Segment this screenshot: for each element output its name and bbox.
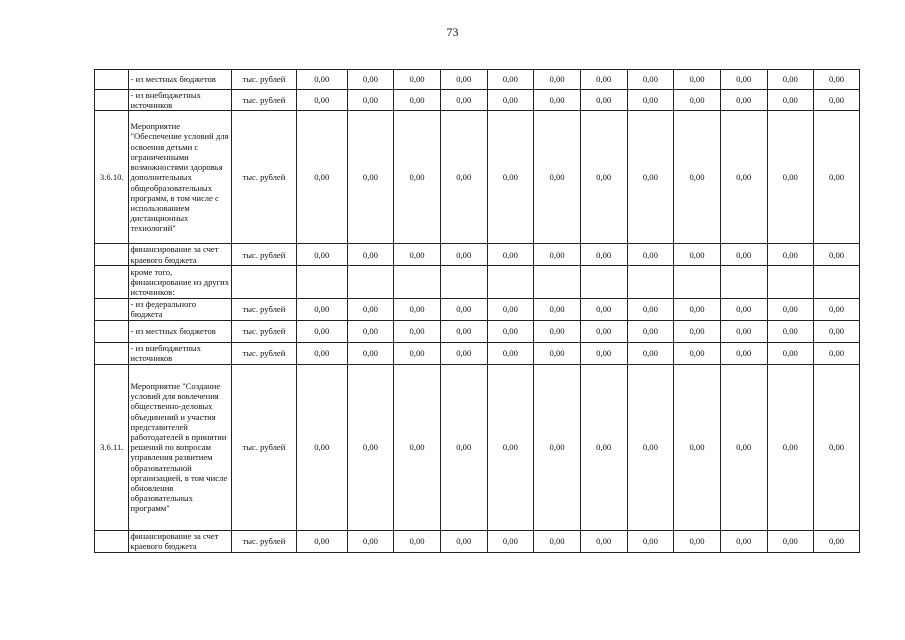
value-cell: 0,00 <box>347 320 394 342</box>
value-cell: 0,00 <box>487 298 534 320</box>
value-cell: 0,00 <box>394 530 441 552</box>
value-cell: 0,00 <box>720 364 767 530</box>
value-cell: 0,00 <box>767 320 814 342</box>
value-cell: 0,00 <box>296 530 347 552</box>
value-cell: 0,00 <box>487 244 534 265</box>
value-cell: 0,00 <box>767 244 814 265</box>
row-code <box>95 342 129 364</box>
value-cell: 0,00 <box>580 70 627 90</box>
row-unit <box>231 265 296 298</box>
row-name: Мероприятие "Создание условий для вовлечения общественно-деловых объединений и участия представителей работодателей в принятии решений по вопросам управления развитием образовательной организацией, в том числе обновления образовательных программ" <box>129 364 231 530</box>
table-row <box>95 298 860 320</box>
row-code <box>95 298 129 320</box>
row-unit: тыс. рублей <box>231 70 296 90</box>
value-cell <box>487 265 534 298</box>
row-code <box>95 70 129 90</box>
value-cell: 0,00 <box>720 342 767 364</box>
table-row <box>95 530 860 552</box>
value-cell: 0,00 <box>674 90 721 111</box>
value-cell: 0,00 <box>767 342 814 364</box>
value-cell <box>534 265 581 298</box>
value-cell <box>720 265 767 298</box>
value-cell: 0,00 <box>580 90 627 111</box>
row-unit: тыс. рублей <box>231 320 296 342</box>
value-cell: 0,00 <box>814 90 860 111</box>
value-cell <box>767 265 814 298</box>
value-cell: 0,00 <box>440 530 487 552</box>
value-cell: 0,00 <box>580 111 627 244</box>
value-cell: 0,00 <box>627 364 674 530</box>
value-cell: 0,00 <box>296 70 347 90</box>
row-unit: тыс. рублей <box>231 342 296 364</box>
value-cell: 0,00 <box>394 320 441 342</box>
value-cell: 0,00 <box>580 320 627 342</box>
budget-table <box>94 69 860 553</box>
value-cell: 0,00 <box>627 298 674 320</box>
value-cell: 0,00 <box>814 320 860 342</box>
value-cell <box>347 265 394 298</box>
value-cell: 0,00 <box>767 530 814 552</box>
row-unit: тыс. рублей <box>231 298 296 320</box>
value-cell: 0,00 <box>580 244 627 265</box>
value-cell: 0,00 <box>767 111 814 244</box>
value-cell: 0,00 <box>296 90 347 111</box>
value-cell: 0,00 <box>394 70 441 90</box>
value-cell: 0,00 <box>440 244 487 265</box>
value-cell: 0,00 <box>347 530 394 552</box>
value-cell: 0,00 <box>394 90 441 111</box>
table-row <box>95 364 860 530</box>
value-cell <box>440 265 487 298</box>
value-cell <box>627 265 674 298</box>
value-cell: 0,00 <box>627 111 674 244</box>
value-cell: 0,00 <box>534 90 581 111</box>
row-unit: тыс. рублей <box>231 111 296 244</box>
value-cell: 0,00 <box>627 70 674 90</box>
value-cell: 0,00 <box>580 530 627 552</box>
value-cell: 0,00 <box>720 320 767 342</box>
value-cell: 0,00 <box>814 70 860 90</box>
row-name: финансирование за счет краевого бюджета <box>129 530 231 552</box>
value-cell: 0,00 <box>720 70 767 90</box>
value-cell: 0,00 <box>347 298 394 320</box>
value-cell: 0,00 <box>487 342 534 364</box>
value-cell: 0,00 <box>534 320 581 342</box>
value-cell: 0,00 <box>674 320 721 342</box>
value-cell: 0,00 <box>720 244 767 265</box>
row-name: Мероприятие "Обеспечение условий для освоения детьми с ограниченными возможностями здоровья дополнительных общеобразовательных программ, в том числе с использованием дистанционных технологий" <box>129 111 231 244</box>
row-unit: тыс. рублей <box>231 364 296 530</box>
page-number: 73 <box>446 25 459 39</box>
row-code <box>95 530 129 552</box>
value-cell: 0,00 <box>534 244 581 265</box>
value-cell: 0,00 <box>720 530 767 552</box>
value-cell: 0,00 <box>440 70 487 90</box>
value-cell: 0,00 <box>296 364 347 530</box>
value-cell: 0,00 <box>674 111 721 244</box>
value-cell <box>296 265 347 298</box>
value-cell: 0,00 <box>627 530 674 552</box>
value-cell: 0,00 <box>534 342 581 364</box>
value-cell: 0,00 <box>814 244 860 265</box>
value-cell: 0,00 <box>394 244 441 265</box>
value-cell: 0,00 <box>767 90 814 111</box>
row-code <box>95 265 129 298</box>
value-cell: 0,00 <box>534 111 581 244</box>
value-cell: 0,00 <box>767 364 814 530</box>
row-code <box>95 90 129 111</box>
value-cell: 0,00 <box>440 320 487 342</box>
value-cell: 0,00 <box>347 364 394 530</box>
row-name: кроме того, финансирование из других источников: <box>129 265 231 298</box>
value-cell: 0,00 <box>814 530 860 552</box>
row-name: - из внебюджетных источников <box>129 342 231 364</box>
row-code <box>95 320 129 342</box>
value-cell: 0,00 <box>627 342 674 364</box>
row-code <box>95 244 129 265</box>
value-cell: 0,00 <box>394 298 441 320</box>
value-cell: 0,00 <box>347 342 394 364</box>
table-row <box>95 265 860 298</box>
value-cell: 0,00 <box>394 342 441 364</box>
value-cell: 0,00 <box>580 298 627 320</box>
value-cell: 0,00 <box>394 364 441 530</box>
value-cell: 0,00 <box>440 298 487 320</box>
row-unit: тыс. рублей <box>231 530 296 552</box>
table-body <box>95 70 860 553</box>
value-cell: 0,00 <box>814 298 860 320</box>
row-name: - из местных бюджетов <box>129 70 231 90</box>
value-cell: 0,00 <box>720 90 767 111</box>
value-cell: 0,00 <box>580 342 627 364</box>
value-cell: 0,00 <box>534 364 581 530</box>
value-cell: 0,00 <box>674 364 721 530</box>
row-name: - из внебюджетных источников <box>129 90 231 111</box>
value-cell: 0,00 <box>296 111 347 244</box>
value-cell <box>814 265 860 298</box>
value-cell: 0,00 <box>296 244 347 265</box>
value-cell: 0,00 <box>627 320 674 342</box>
value-cell: 0,00 <box>720 111 767 244</box>
value-cell: 0,00 <box>674 244 721 265</box>
row-unit: тыс. рублей <box>231 244 296 265</box>
value-cell: 0,00 <box>487 530 534 552</box>
value-cell: 0,00 <box>487 70 534 90</box>
value-cell: 0,00 <box>767 70 814 90</box>
value-cell: 0,00 <box>296 320 347 342</box>
value-cell: 0,00 <box>627 244 674 265</box>
value-cell: 0,00 <box>440 364 487 530</box>
value-cell: 0,00 <box>674 298 721 320</box>
table-row <box>95 342 860 364</box>
value-cell: 0,00 <box>814 111 860 244</box>
value-cell: 0,00 <box>580 364 627 530</box>
value-cell: 0,00 <box>394 111 441 244</box>
value-cell <box>394 265 441 298</box>
value-cell: 0,00 <box>347 244 394 265</box>
value-cell: 0,00 <box>440 342 487 364</box>
value-cell: 0,00 <box>534 530 581 552</box>
table-row <box>95 111 860 244</box>
value-cell: 0,00 <box>347 111 394 244</box>
value-cell <box>580 265 627 298</box>
value-cell: 0,00 <box>487 111 534 244</box>
value-cell: 0,00 <box>487 320 534 342</box>
value-cell: 0,00 <box>674 70 721 90</box>
value-cell: 0,00 <box>440 111 487 244</box>
value-cell: 0,00 <box>296 342 347 364</box>
value-cell: 0,00 <box>534 70 581 90</box>
value-cell: 0,00 <box>487 90 534 111</box>
value-cell: 0,00 <box>487 364 534 530</box>
value-cell: 0,00 <box>767 298 814 320</box>
value-cell: 0,00 <box>814 364 860 530</box>
row-name: - из федерального бюджета <box>129 298 231 320</box>
table-row <box>95 320 860 342</box>
row-code: 3.6.10. <box>95 111 129 244</box>
value-cell: 0,00 <box>347 70 394 90</box>
row-unit: тыс. рублей <box>231 90 296 111</box>
table-row <box>95 70 860 90</box>
table-row <box>95 244 860 265</box>
value-cell <box>674 265 721 298</box>
row-name: финансирование за счет краевого бюджета <box>129 244 231 265</box>
value-cell: 0,00 <box>674 530 721 552</box>
value-cell: 0,00 <box>534 298 581 320</box>
value-cell: 0,00 <box>296 298 347 320</box>
value-cell: 0,00 <box>627 90 674 111</box>
value-cell: 0,00 <box>347 90 394 111</box>
row-name: - из местных бюджетов <box>129 320 231 342</box>
row-code: 3.6.11. <box>95 364 129 530</box>
value-cell: 0,00 <box>720 298 767 320</box>
table-row <box>95 90 860 111</box>
value-cell: 0,00 <box>814 342 860 364</box>
value-cell: 0,00 <box>440 90 487 111</box>
value-cell: 0,00 <box>674 342 721 364</box>
